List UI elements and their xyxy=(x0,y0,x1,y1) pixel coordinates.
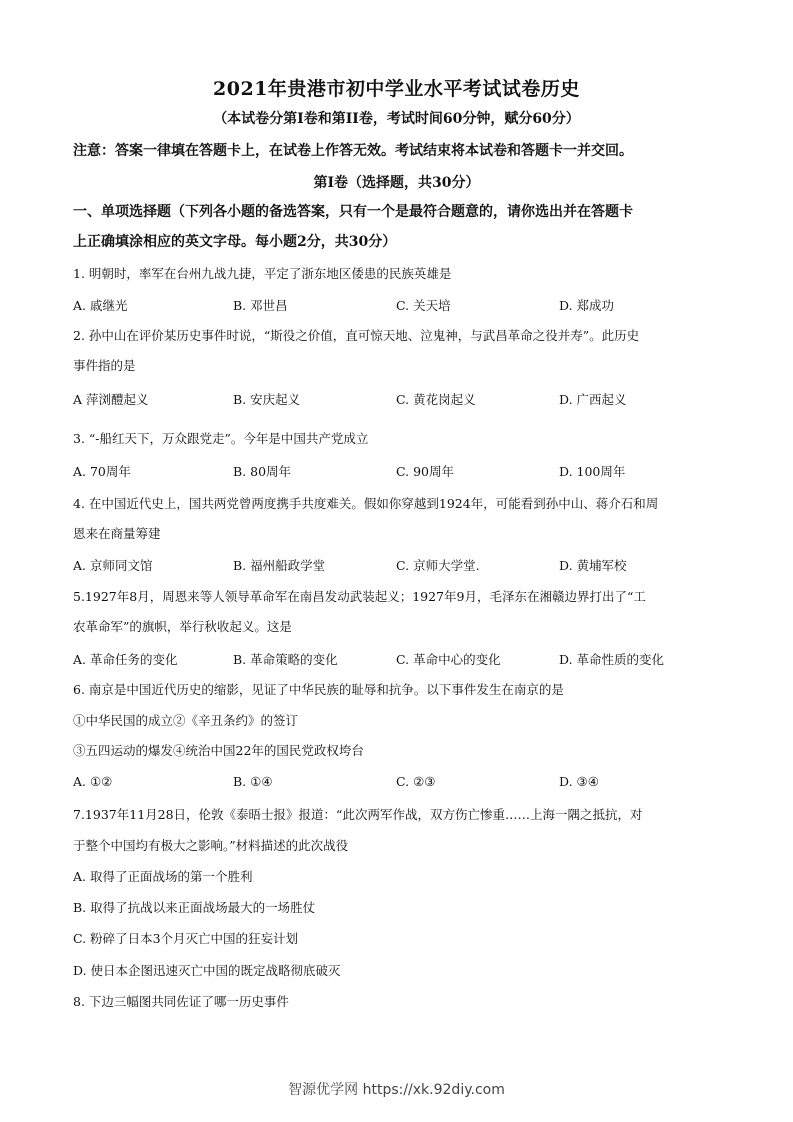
question-5-stem-cont: 农革命军”的旗帜，举行秋收起义。这是 xyxy=(73,619,292,634)
option-d: D. 革命性质的变化 xyxy=(559,652,665,667)
option-d: D. 使日本企图迅速灭亡中国的既定战略彻底破灭 xyxy=(73,963,341,978)
question-7-stem: 7.1937年11月28日，伦敦《泰晤士报》报道：“此次两军作战，双方伤亡惨重……上海一隅之抵抗，对 xyxy=(73,807,643,822)
question-5-stem: 5.1927年8月，周恩来等人领导革命军在南昌发动武装起义；1927年9月，毛泽东在湘赣边界打出了“工 xyxy=(73,589,646,604)
option-c: C. 关天培 xyxy=(396,298,451,313)
question-4-options xyxy=(73,556,733,574)
option-c: C. 粉碎了日本3个月灭亡中国的狂妄计划 xyxy=(73,931,299,946)
question-8-stem: 8. 下边三幅图共同佐证了哪一历史事件 xyxy=(73,994,289,1009)
option-b: B. 邓世昌 xyxy=(233,298,288,313)
page-title: 2021年贵港市初中学业水平考试试卷历史 xyxy=(213,78,580,100)
option-a: A. 70周年 xyxy=(73,464,131,479)
question-6-item-1: ①中华民国的成立②《辛丑条约》的签订 xyxy=(73,713,299,728)
question-2-stem-cont: 事件指的是 xyxy=(73,358,136,373)
option-a: A. ①② xyxy=(73,774,113,789)
question-4-stem: 4. 在中国近代史上，国共两党曾两度携手共度难关。假如你穿越到1924年，可能看到孙中山、蒋介石和周 xyxy=(73,496,659,511)
question-2-options xyxy=(73,390,733,408)
question-4-stem-cont: 恩来在商量筹建 xyxy=(73,526,161,541)
option-d: D. 广西起义 xyxy=(559,392,627,407)
question-7-stem-cont: 于整个中国均有极大之影响。”材料描述的此次战役 xyxy=(73,838,349,853)
option-d: D. 100周年 xyxy=(559,464,626,479)
question-6-item-2: ③五四运动的爆发④统治中国22年的国民党政权垮台 xyxy=(73,743,364,758)
option-a: A 萍浏醴起义 xyxy=(73,392,149,407)
page-subtitle: （本试卷分第Ⅰ卷和第II卷，考试时间60分钟，赋分60分） xyxy=(213,111,580,127)
question-6-stem: 6. 南京是中国近代历史的缩影，见证了中华民族的耻辱和抗争。以下事件发生在南京的是 xyxy=(73,682,564,697)
option-c: C. ②③ xyxy=(396,774,436,789)
question-1-stem: 1. 明朝时，率军在台州九战九捷，平定了浙东地区倭患的民族英雄是 xyxy=(73,266,452,281)
option-b: B. 80周年 xyxy=(233,464,292,479)
option-b: B. ①④ xyxy=(233,774,273,789)
option-c: C. 90周年 xyxy=(396,464,454,479)
question-2-stem: 2. 孙中山在评价某历史事件时说，“斯役之价值，直可惊天地、泣鬼神，与武昌革命之役并寿”。此历史 xyxy=(73,328,640,343)
option-b: B. 取得了抗战以来正面战场最大的一场胜仗 xyxy=(73,900,316,915)
option-c: C. 革命中心的变化 xyxy=(396,652,501,667)
question-3-options xyxy=(73,462,733,480)
option-d: D. 郑成功 xyxy=(559,298,615,313)
watermark-footer: 智源优学网 https://xk.92diy.com xyxy=(288,1082,505,1098)
option-b: B. 革命策略的变化 xyxy=(233,652,338,667)
option-a: A. 革命任务的变化 xyxy=(73,652,178,667)
option-a: A. 取得了正面战场的第一个胜利 xyxy=(73,869,253,884)
question-6-options xyxy=(73,774,733,792)
option-a: A. 京师同文馆 xyxy=(73,558,153,573)
exam-notice: 注意：答案一律填在答题卡上，在试卷上作答无效。考试结束将本试卷和答题卡一并交回。 xyxy=(73,143,633,159)
section-heading: 第Ⅰ卷（选择题，共30分） xyxy=(313,175,480,191)
question-3-stem: 3. “-船红天下，万众跟党走”。今年是中国共产党成立 xyxy=(73,431,369,446)
part-heading-line-2: 上正确填涂相应的英文字母。每小题2分，共30分） xyxy=(73,234,397,250)
option-d: D. 黄埔军校 xyxy=(559,558,627,573)
option-c: C. 京师大学堂. xyxy=(396,558,480,573)
option-d: D. ③④ xyxy=(559,774,599,789)
question-1-options xyxy=(73,296,733,314)
question-5-options xyxy=(73,650,733,668)
part-heading-line-1: 一、单项选择题（下列各小题的备选答案，只有一个是最符合题意的，请你选出并在答题卡 xyxy=(73,204,633,220)
option-b: B. 安庆起义 xyxy=(233,392,301,407)
option-c: C. 黄花岗起义 xyxy=(396,392,476,407)
option-b: B. 福州船政学堂 xyxy=(233,558,326,573)
option-a: A. 戚继光 xyxy=(73,298,128,313)
